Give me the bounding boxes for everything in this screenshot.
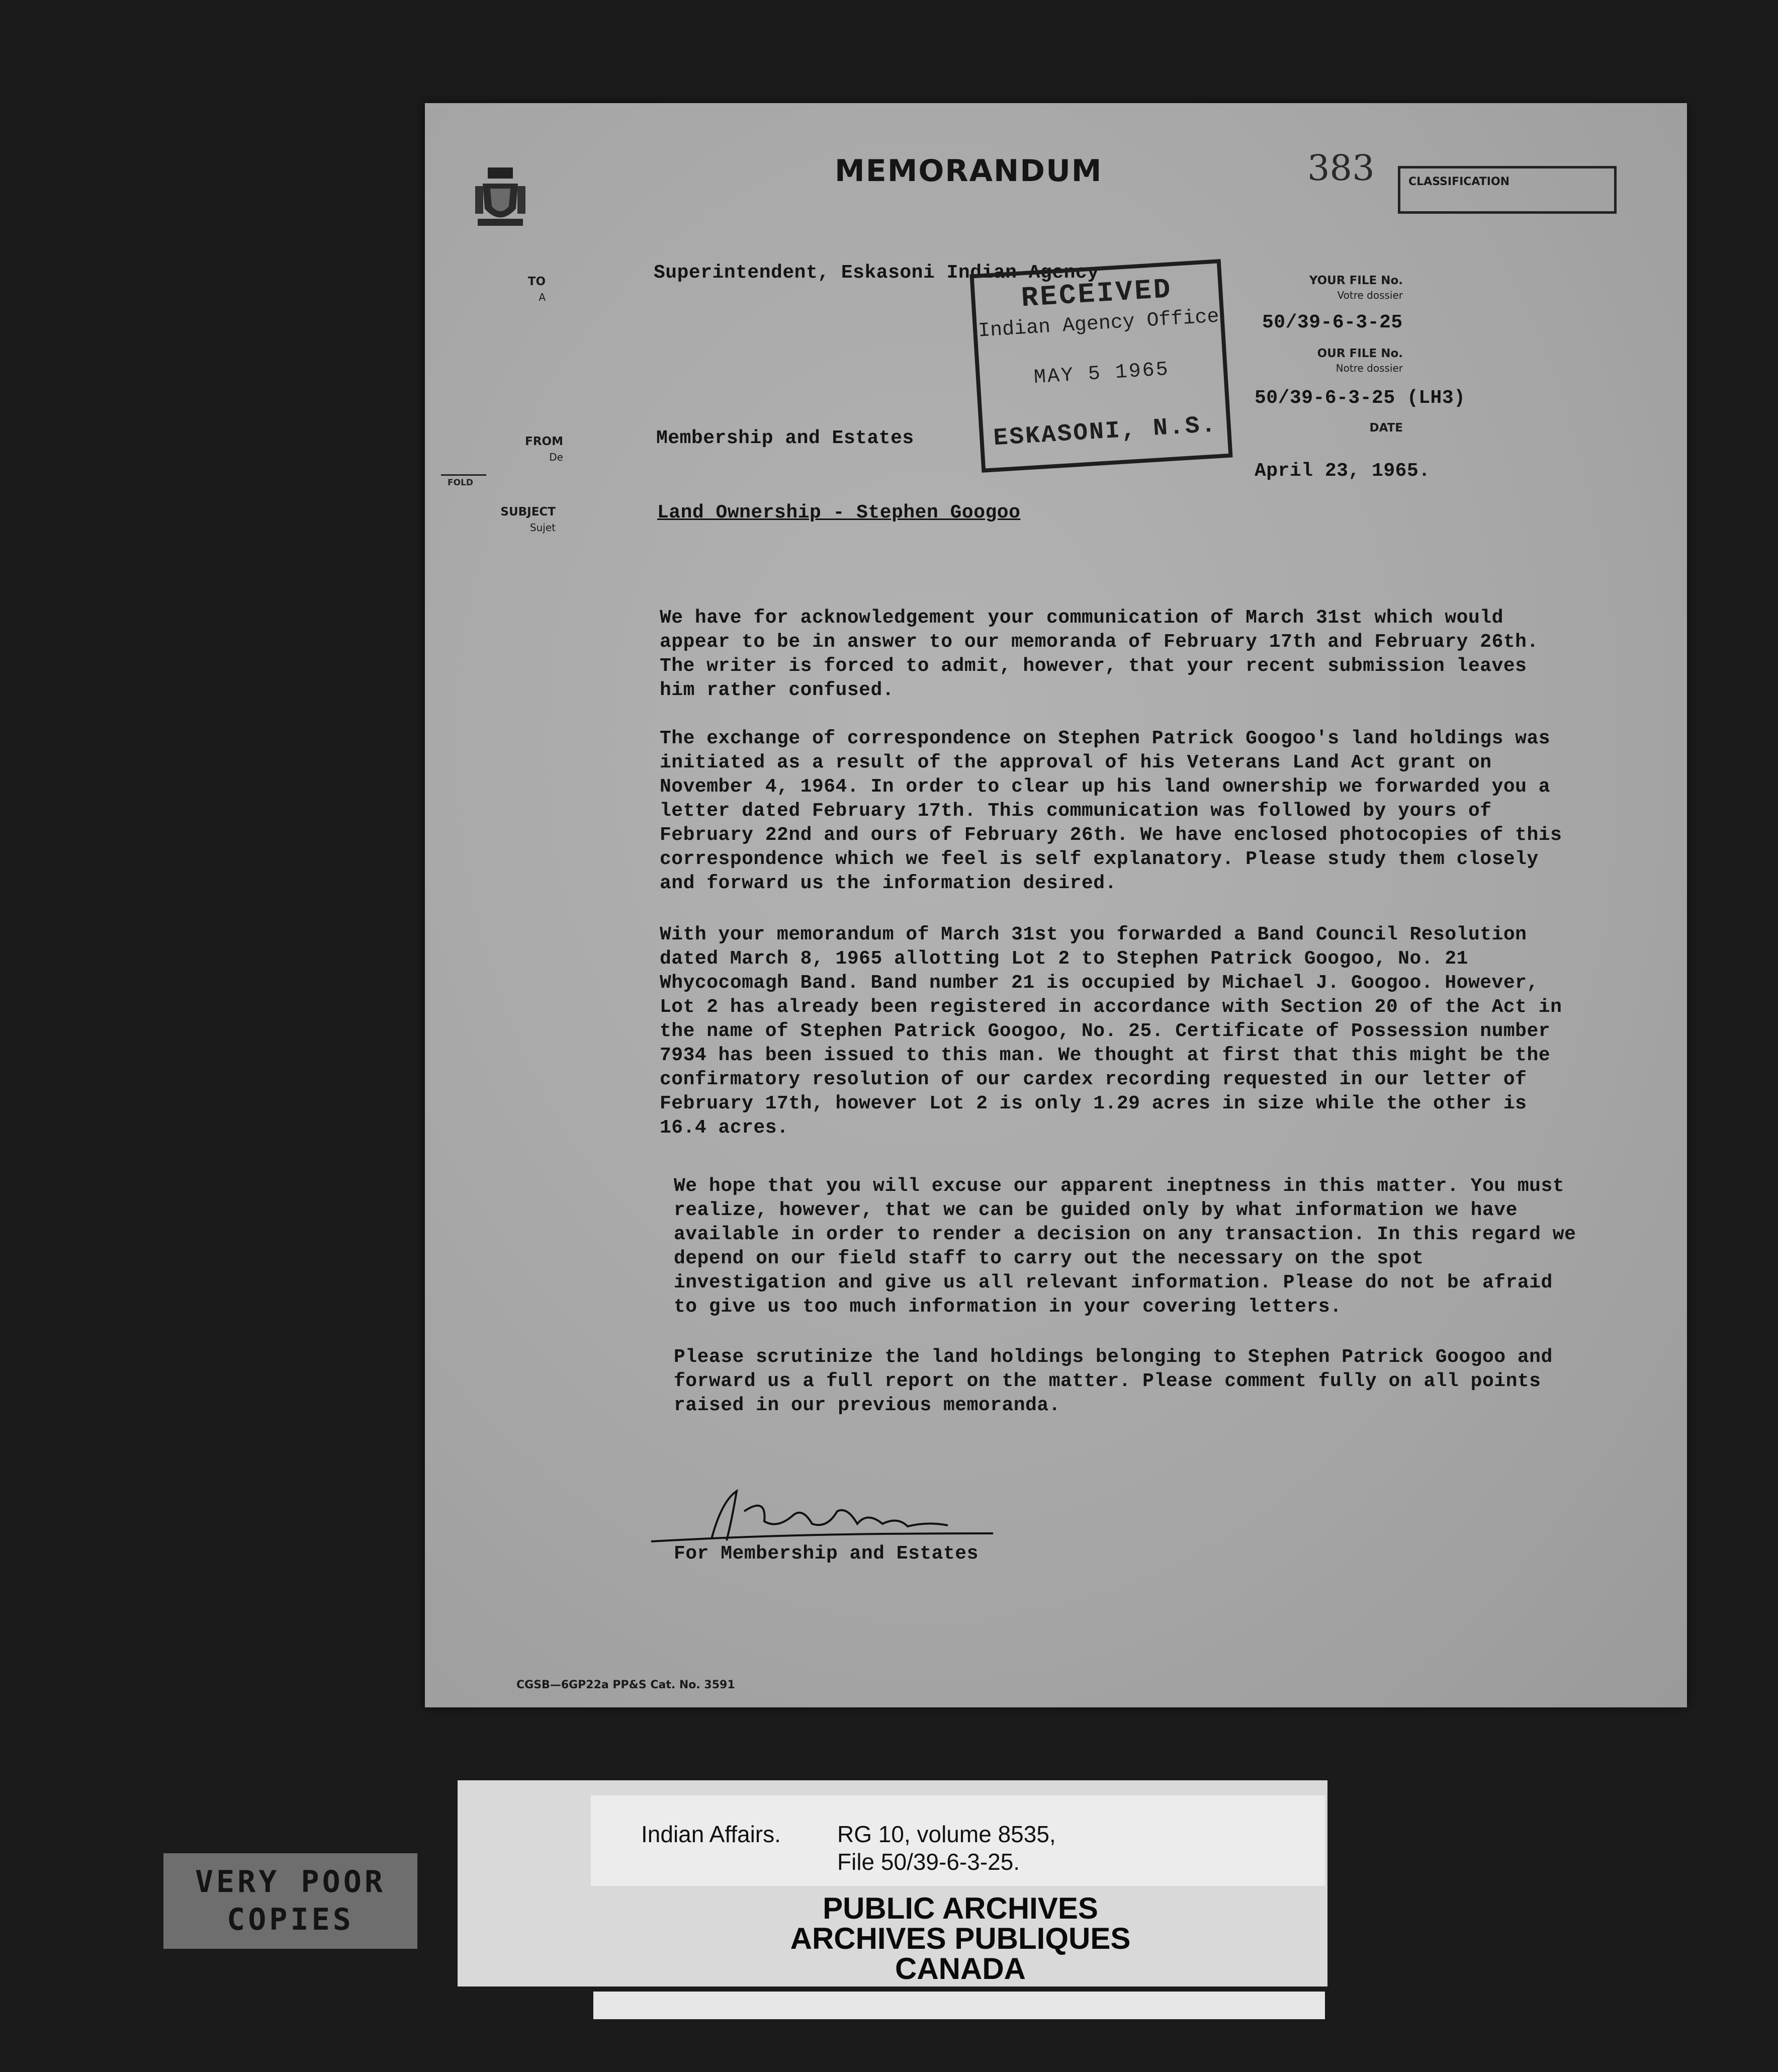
stamp-received: RECEIVED [1020, 273, 1174, 315]
your-file-label-fr: Votre dossier [1337, 289, 1403, 301]
date-value: April 23, 1965. [1255, 460, 1431, 482]
subject-label-fr: Sujet [529, 522, 556, 534]
subject-label: SUBJECT [500, 505, 556, 519]
paragraph-4: We hope that you will excuse our apparent ineptness in this matter. You must realize, however, that we can be guided only by what information we have available in order to render a decision on any transaction. In this regard we depend on our field staff to carry out the necessary on the spot investigation and give us all relevant information. Please do not be afraid to give us too much information in your covering letters. [674, 1175, 1576, 1318]
memo-number: 383 [1307, 147, 1375, 189]
subject-value: Land Ownership - Stephen Googoo [657, 502, 1021, 524]
to-label: TO [527, 275, 546, 288]
collection-name: Indian Affairs. [641, 1821, 781, 1847]
your-file-label: YOUR FILE No. [1309, 274, 1403, 287]
paragraph-3: With your memorandum of March 31st you forwarded a Band Council Resolution dated March 8, 1965 allotting Lot 2 to Stephen Patrick Googoo, No. 21 Whycocomagh Band. Band number 21 is occupied by Michael J. Googoo. However, Lot 2 has already been registered in accordance with Section 20 of the Act in the name of Stephen Patrick Googoo, No. 25. Certificate of Possession number 7934 has been issued to this man. We thought at first that this might be the confirmatory resolution of our cardex recording requested in our letter of February 17th, however Lot 2 is only 1.29 acres in size while the other is 16.4 acres. [660, 924, 1562, 1139]
our-file-label-fr: Notre dossier [1336, 362, 1403, 374]
classification-box [1398, 166, 1617, 214]
fold-mark [441, 474, 486, 476]
our-file-label: OUR FILE No. [1317, 347, 1403, 360]
note-line-1: VERY POOR [195, 1864, 386, 1900]
archives-line-1: PUBLIC ARCHIVES [823, 1891, 1098, 1925]
date-label: DATE [1369, 421, 1403, 435]
from-label-fr: De [549, 451, 563, 463]
fold-label: FOLD [448, 478, 474, 488]
classification-label: CLASSIFICATION [1408, 176, 1510, 188]
paragraph-2: The exchange of correspondence on Stephen Patrick Googoo's land holdings was initiated as a result of the approval of his Veterans Land Act grant on November 4, 1964. In order to clear up his land ownership we forwarded you a letter dated February 17th. This communication was followed by yours of February 22nd and ours of February 26th. We have enclosed photocopies of this correspondence which we feel is self explanatory. Please study them closely and forward us the information desired. [660, 728, 1562, 894]
memorandum-page [425, 103, 1687, 1707]
form-code: CGSB—6GP22a PP&S Cat. No. 3591 [516, 1679, 735, 1691]
our-file-value: 50/39-6-3-25 (LH3) [1255, 387, 1466, 409]
from-value: Membership and Estates [656, 427, 914, 449]
received-stamp [969, 259, 1232, 473]
note-line-2: COPIES [227, 1902, 354, 1937]
signature-line: For Membership and Estates [674, 1543, 979, 1565]
coat-of-arms-icon [473, 163, 528, 231]
poor-copies-note [163, 1853, 417, 1949]
reference-file: File 50/39-6-3-25. [837, 1849, 1020, 1875]
archives-line-2: ARCHIVES PUBLIQUES [790, 1922, 1131, 1955]
archives-stamp [593, 1893, 1327, 1984]
to-value: Superintendent, Eskasoni Indian Agency [654, 262, 1099, 284]
to-label-fr: A [539, 291, 546, 303]
memo-title: MEMORANDUM [835, 153, 1103, 189]
your-file-value: 50/39-6-3-25 [1262, 312, 1403, 333]
card-bottom-strip [593, 1992, 1325, 2019]
stamp-date: MAY 5 1965 [1033, 358, 1171, 390]
archives-line-3: CANADA [895, 1952, 1026, 1985]
stamp-location: ESKASONI, N.S. [993, 411, 1218, 453]
paragraph-1: We have for acknowledgement your communication of March 31st which would appear to be in answer to our memoranda of February 17th and February 26th. The writer is forced to admit, however, that your recent submission leaves him rather confused. [660, 607, 1539, 701]
reference-volume: RG 10, volume 8535, [837, 1821, 1056, 1847]
from-label: FROM [525, 435, 563, 448]
stamp-office: Indian Agency Office [977, 305, 1220, 343]
paragraph-5: Please scrutinize the land holdings belonging to Stephen Patrick Googoo and forward us a full report on the matter. Please comment fully on all points raised in our previous memoranda. [674, 1346, 1553, 1416]
